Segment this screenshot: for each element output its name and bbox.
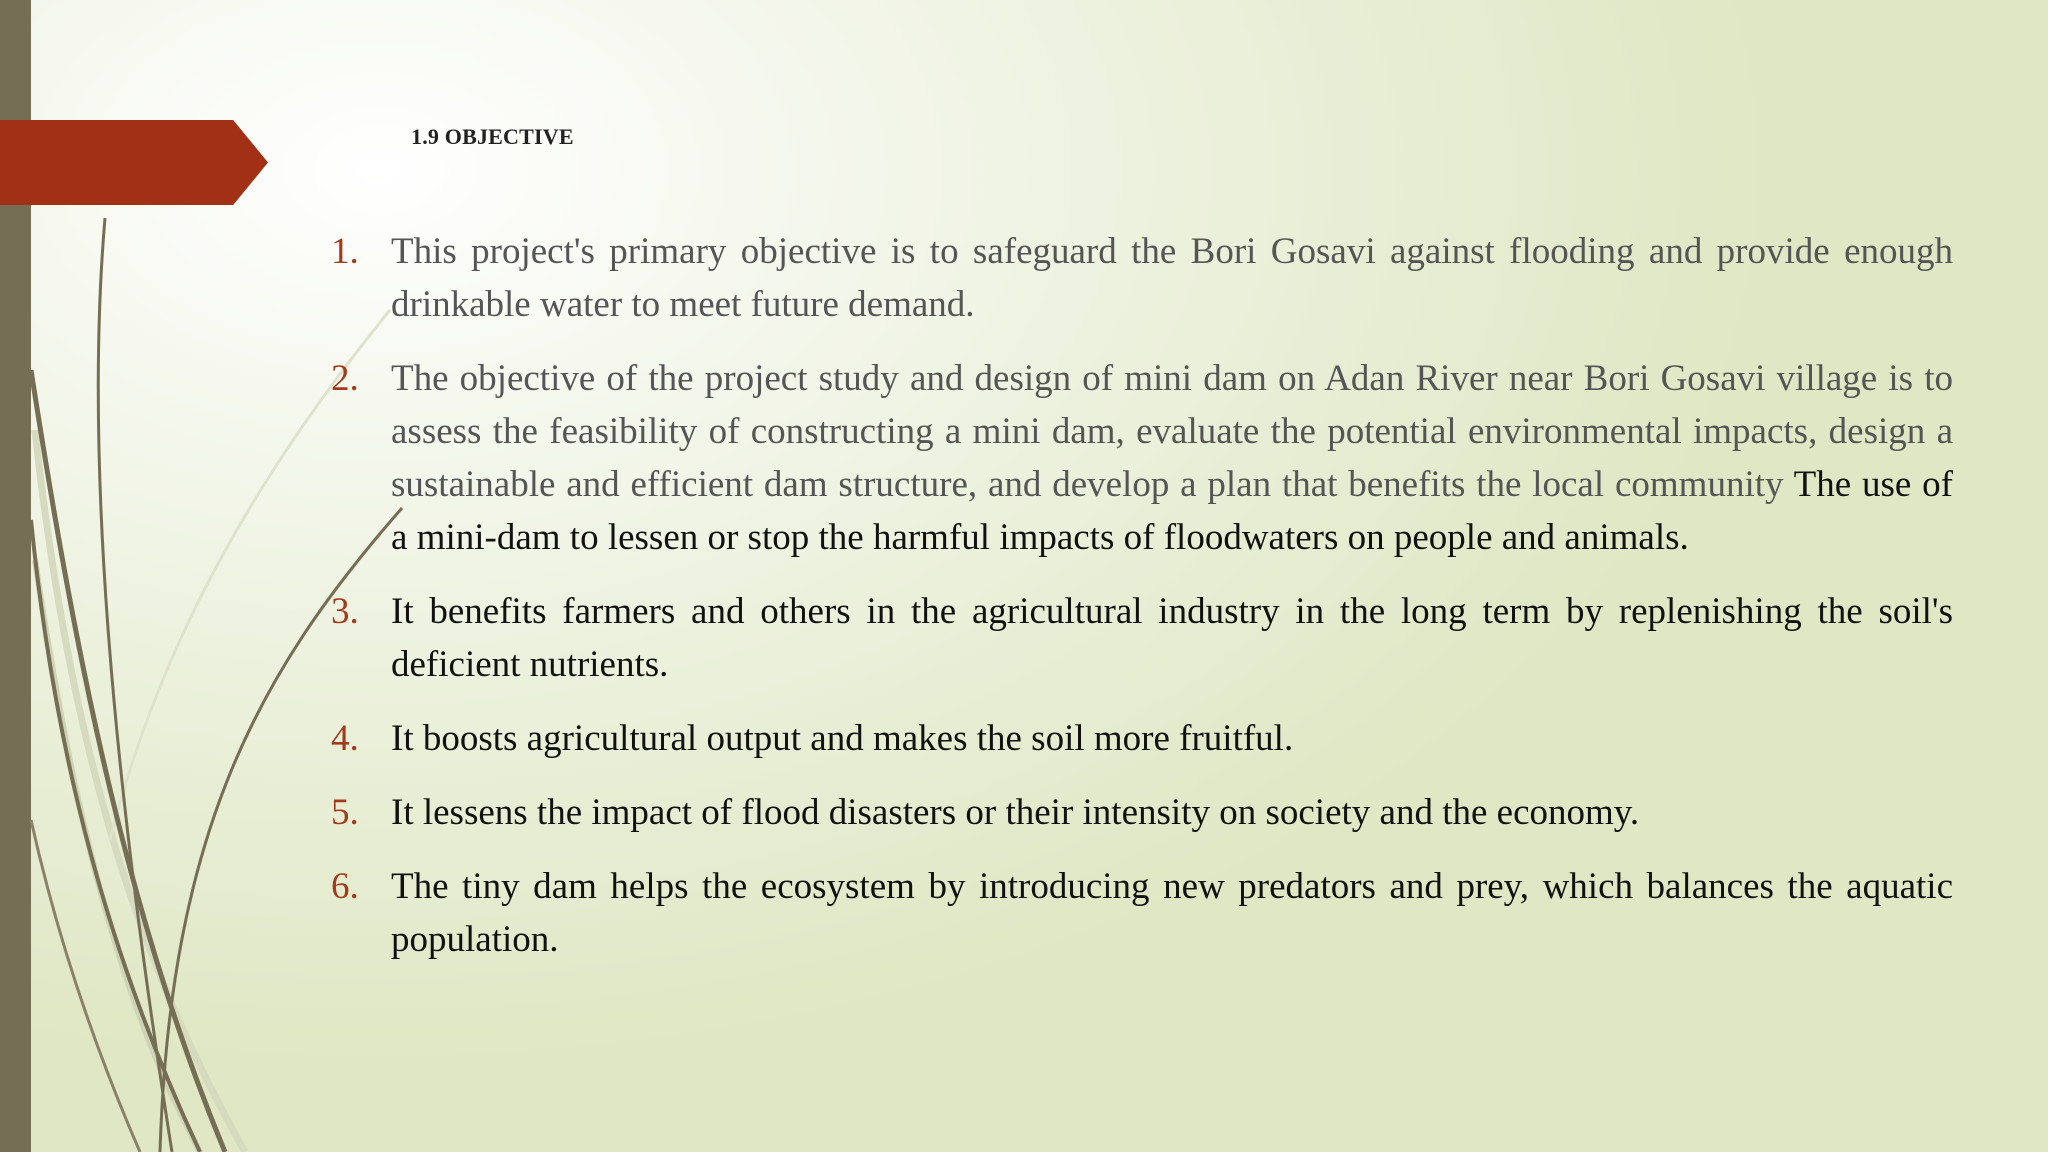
- objective-text-dark: It lessens the impact of flood disasters or their intensity on society and the economy.: [391, 792, 1640, 833]
- objective-text-dark: The tiny dam helps the ecosystem by introducing new predators and prey, which balances the aquatic population.: [391, 866, 1953, 960]
- objective-number: 1.: [331, 231, 359, 272]
- objective-item-6: [331, 860, 1953, 966]
- objective-text: [391, 860, 1953, 966]
- objective-text: [391, 712, 1953, 765]
- objective-text-dark: It benefits farmers and others in the agricultural industry in the long term by replenishing the soil's deficient nutrients.: [391, 591, 1953, 685]
- objectives-list: [331, 225, 1953, 987]
- objective-text: [391, 352, 1953, 564]
- objective-number: 5.: [331, 792, 359, 833]
- objective-text-dark: It boosts agricultural output and makes the soil more fruitful.: [391, 718, 1294, 759]
- objective-text-dark: The use of a mini-dam to lessen or stop the harmful impacts of floodwaters on people and animals.: [391, 464, 1954, 558]
- title-arrow-shape: [0, 120, 268, 205]
- objective-number: 2.: [331, 358, 359, 399]
- objective-item-5: [331, 786, 1953, 839]
- objective-number: 6.: [331, 866, 359, 907]
- objective-item-1: [331, 225, 1953, 331]
- slide-title: 1.9 OBJECTIVE: [411, 124, 574, 149]
- objective-item-2: [331, 352, 1953, 564]
- objective-text-grey: The objective of the project study and design of mini dam on Adan River near Bori Gosavi village is to assess the feasibility of constructing a mini dam, evaluate the potential environmental impacts, design a sustainable and efficient dam structure, and develop a plan that benefits the local community: [391, 358, 1953, 505]
- objective-text-grey: This project's primary objective is to safeguard the Bori Gosavi against flooding and provide enough drinkable water to meet future demand.: [391, 231, 1953, 325]
- objective-number: 4.: [331, 718, 359, 759]
- objective-item-4: [331, 712, 1953, 765]
- objective-number: 3.: [331, 591, 359, 632]
- objective-text: [391, 585, 1953, 691]
- objective-text: [391, 225, 1953, 331]
- objective-text: [391, 786, 1953, 839]
- objective-item-3: [331, 585, 1953, 691]
